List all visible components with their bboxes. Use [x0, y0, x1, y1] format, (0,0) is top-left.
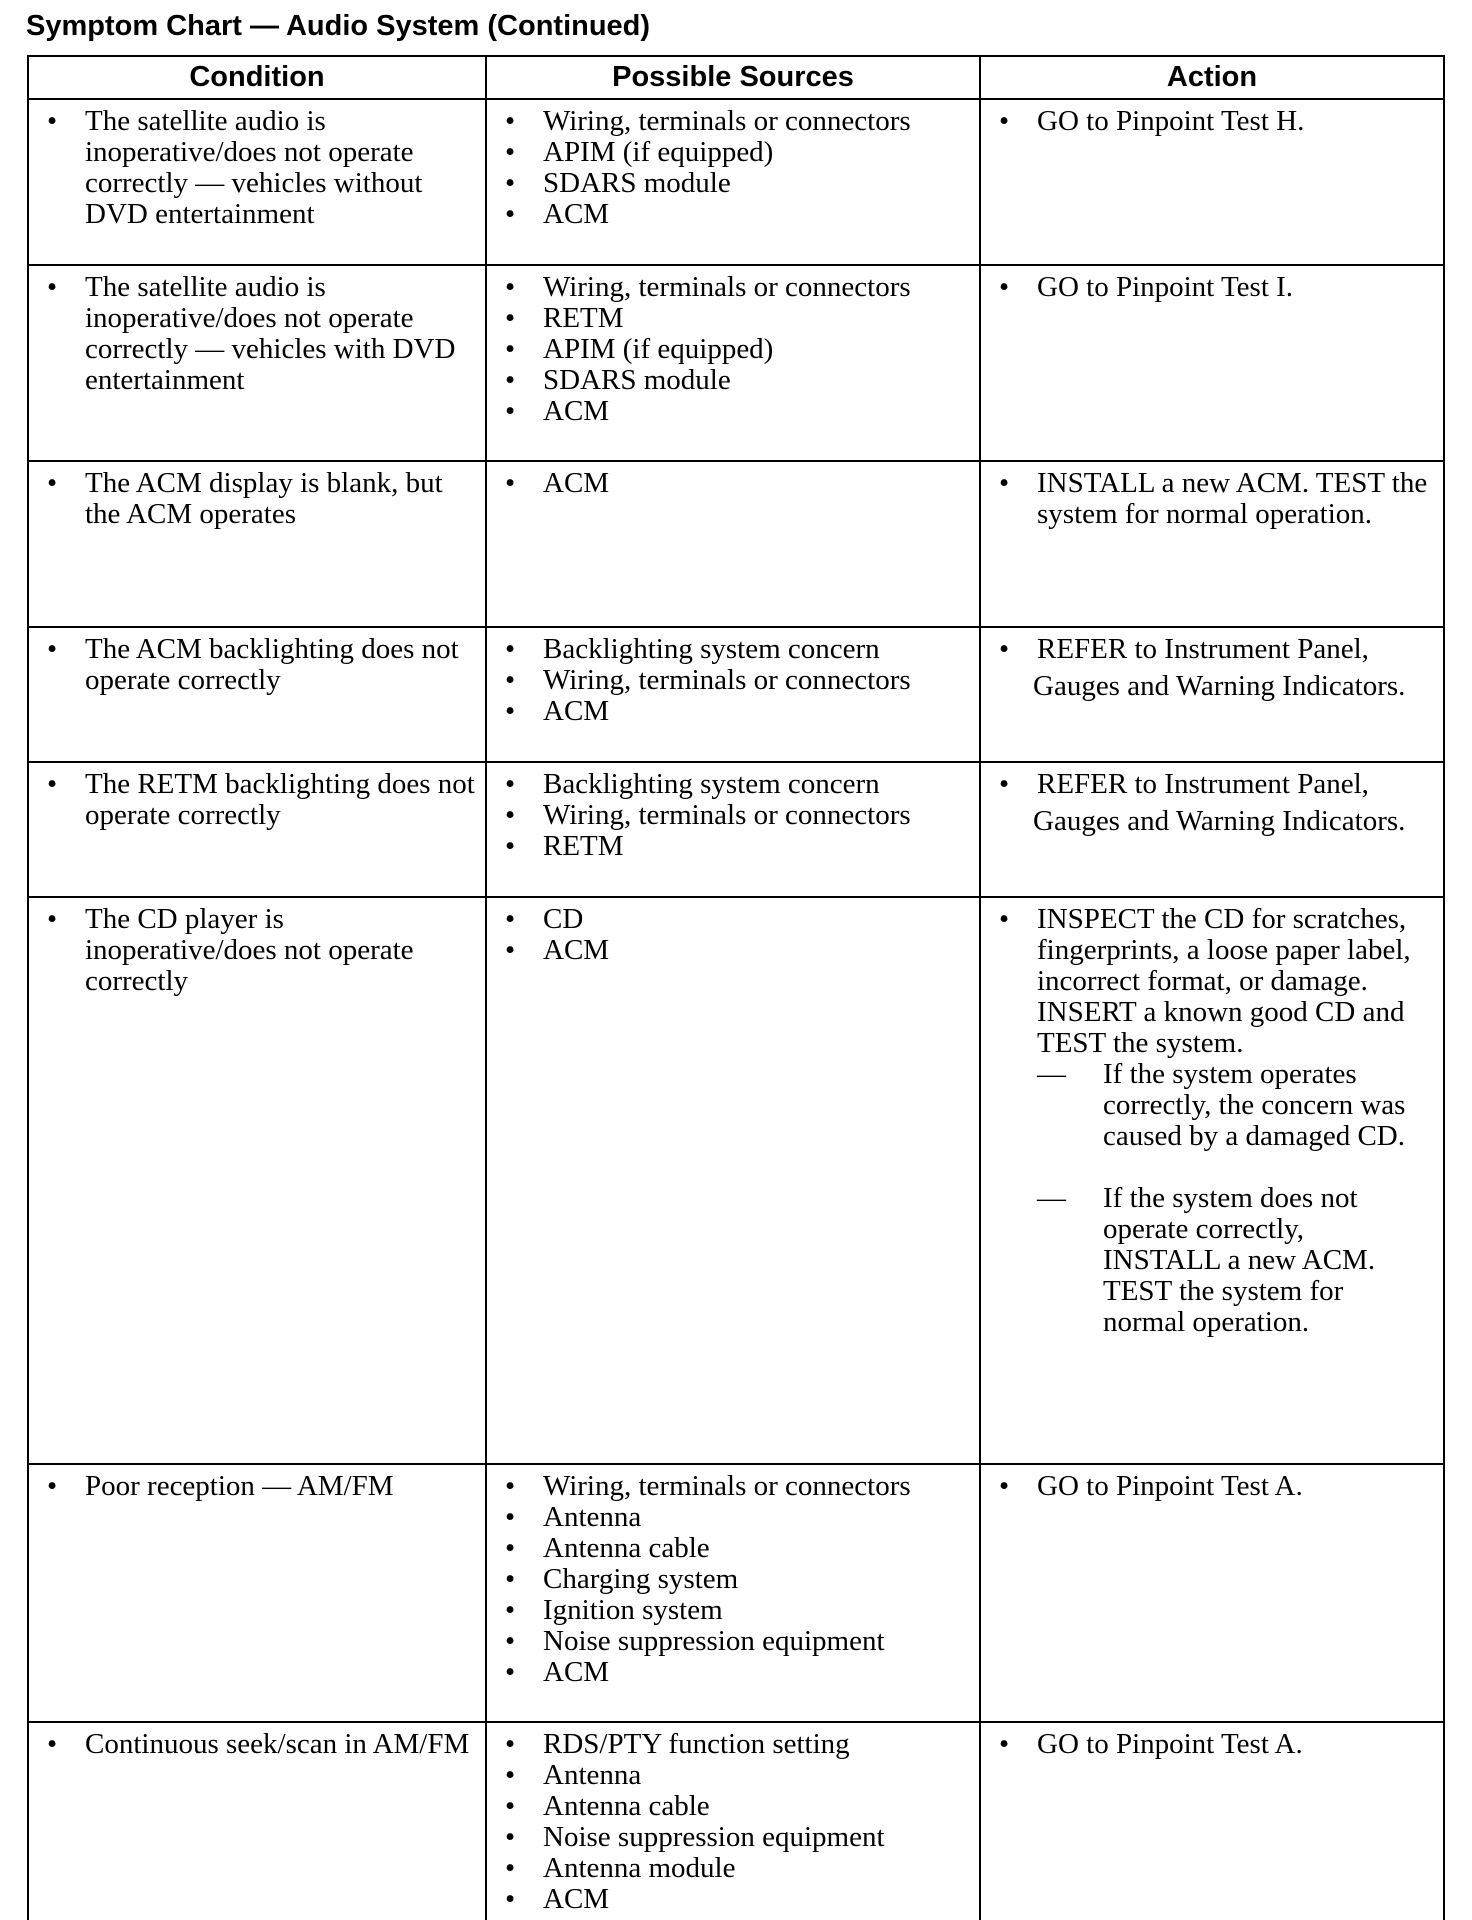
table-row [28, 99, 1444, 265]
source-item: • Backlighting system concern [497, 634, 971, 665]
condition-cell [28, 1722, 486, 1920]
sources-cell [486, 461, 980, 627]
source-item: • ACM [497, 696, 971, 727]
sources-cell [486, 762, 980, 897]
source-item: • ACM [497, 1884, 971, 1915]
action-cell [980, 762, 1444, 897]
source-item: • APIM (if equipped) [497, 334, 971, 365]
source-item: • ACM [497, 1657, 971, 1688]
condition-item: • Continuous seek/scan in AM/FM [39, 1729, 477, 1760]
action-item [991, 634, 1435, 702]
action-item [991, 904, 1435, 1338]
action-cell [980, 1464, 1444, 1722]
source-item: • Ignition system [497, 1595, 971, 1626]
source-item: • SDARS module [497, 168, 971, 199]
action-cell [980, 897, 1444, 1464]
action-item: • INSTALL a new ACM. TEST the system for normal operation. [991, 468, 1435, 530]
source-item: • Wiring, terminals or connectors [497, 800, 971, 831]
sources-cell [486, 897, 980, 1464]
sources-cell [486, 99, 980, 265]
action-line-1: REFER to Instrument Panel, [1037, 768, 1369, 800]
source-item: • Antenna cable [497, 1791, 971, 1822]
source-item: • Wiring, terminals or connectors [497, 1471, 971, 1502]
source-item: • Wiring, terminals or connectors [497, 272, 971, 303]
action-sub-item: — If the system operates correctly, the concern was caused by a damaged CD. [1037, 1059, 1421, 1152]
action-item: • GO to Pinpoint Test H. [991, 106, 1435, 137]
condition-cell [28, 762, 486, 897]
action-cell [980, 461, 1444, 627]
source-item: • RETM [497, 303, 971, 334]
action-cell [980, 1722, 1444, 1920]
condition-cell [28, 99, 486, 265]
sources-cell [486, 265, 980, 461]
condition-item: • Poor reception — AM/FM [39, 1471, 477, 1502]
condition-item: • The ACM display is blank, but the ACM operates [39, 468, 477, 530]
source-item: • Wiring, terminals or connectors [497, 106, 971, 137]
source-item: • Noise suppression equipment [497, 1822, 971, 1853]
source-item: • CD [497, 904, 971, 935]
source-item: • Antenna module [497, 1853, 971, 1884]
source-item: • Charging system [497, 1564, 971, 1595]
sources-cell [486, 1722, 980, 1920]
action-text: INSPECT the CD for scratches, fingerprints, a loose paper label, incorrect format, or damage. INSERT a known good CD and TEST the system. [1037, 903, 1411, 1059]
source-item: • RDS/PTY function setting [497, 1729, 971, 1760]
action-header: Action [980, 56, 1444, 99]
table-row [28, 1722, 1444, 1920]
source-item: • Antenna cable [497, 1533, 971, 1564]
source-item: • Wiring, terminals or connectors [497, 665, 971, 696]
condition-cell [28, 897, 486, 1464]
condition-cell [28, 265, 486, 461]
table-row [28, 265, 1444, 461]
sources-cell [486, 627, 980, 762]
source-item: • Antenna [497, 1760, 971, 1791]
condition-item: • The CD player is inoperative/does not operate correctly [39, 904, 477, 997]
source-item: • ACM [497, 468, 971, 499]
condition-cell [28, 1464, 486, 1722]
header-row [28, 56, 1444, 99]
action-line-1: REFER to Instrument Panel, [1037, 633, 1369, 665]
action-item: • GO to Pinpoint Test A. [991, 1729, 1435, 1760]
condition-item: • The satellite audio is inoperative/does not operate correctly — vehicles with DVD entertainment [39, 272, 477, 396]
page-title: Symptom Chart — Audio System (Continued) [26, 10, 651, 42]
action-cell [980, 99, 1444, 265]
table-row [28, 762, 1444, 897]
source-item: • ACM [497, 396, 971, 427]
action-line-2: Gauges and Warning Indicators. [1033, 805, 1406, 837]
condition-cell [28, 627, 486, 762]
action-sub-list [1037, 1059, 1435, 1338]
table-row [28, 1464, 1444, 1722]
condition-header: Condition [28, 56, 486, 99]
source-item: • Noise suppression equipment [497, 1626, 971, 1657]
sources-header: Possible Sources [486, 56, 980, 99]
condition-item: • The satellite audio is inoperative/does not operate correctly — vehicles without DVD entertainment [39, 106, 477, 230]
source-item: • Antenna [497, 1502, 971, 1533]
action-cell [980, 627, 1444, 762]
table-row [28, 627, 1444, 762]
source-item: • RETM [497, 831, 971, 862]
source-item: • Backlighting system concern [497, 769, 971, 800]
condition-item: • The ACM backlighting does not operate correctly [39, 634, 477, 696]
table-row [28, 897, 1444, 1464]
action-sub-item: — If the system does not operate correctly, INSTALL a new ACM. TEST the system for normal operation. [1037, 1183, 1421, 1338]
condition-item: • The RETM backlighting does not operate correctly [39, 769, 477, 831]
action-line-2: Gauges and Warning Indicators. [1033, 670, 1406, 702]
action-item: • GO to Pinpoint Test A. [991, 1471, 1435, 1502]
source-item: • ACM [497, 935, 971, 966]
table-row [28, 461, 1444, 627]
sources-cell [486, 1464, 980, 1722]
condition-cell [28, 461, 486, 627]
action-cell [980, 265, 1444, 461]
action-item: • GO to Pinpoint Test I. [991, 272, 1435, 303]
source-item: • APIM (if equipped) [497, 137, 971, 168]
action-item [991, 769, 1435, 837]
source-item: • SDARS module [497, 365, 971, 396]
source-item: • ACM [497, 199, 971, 230]
symptom-chart-table [27, 55, 1445, 1920]
